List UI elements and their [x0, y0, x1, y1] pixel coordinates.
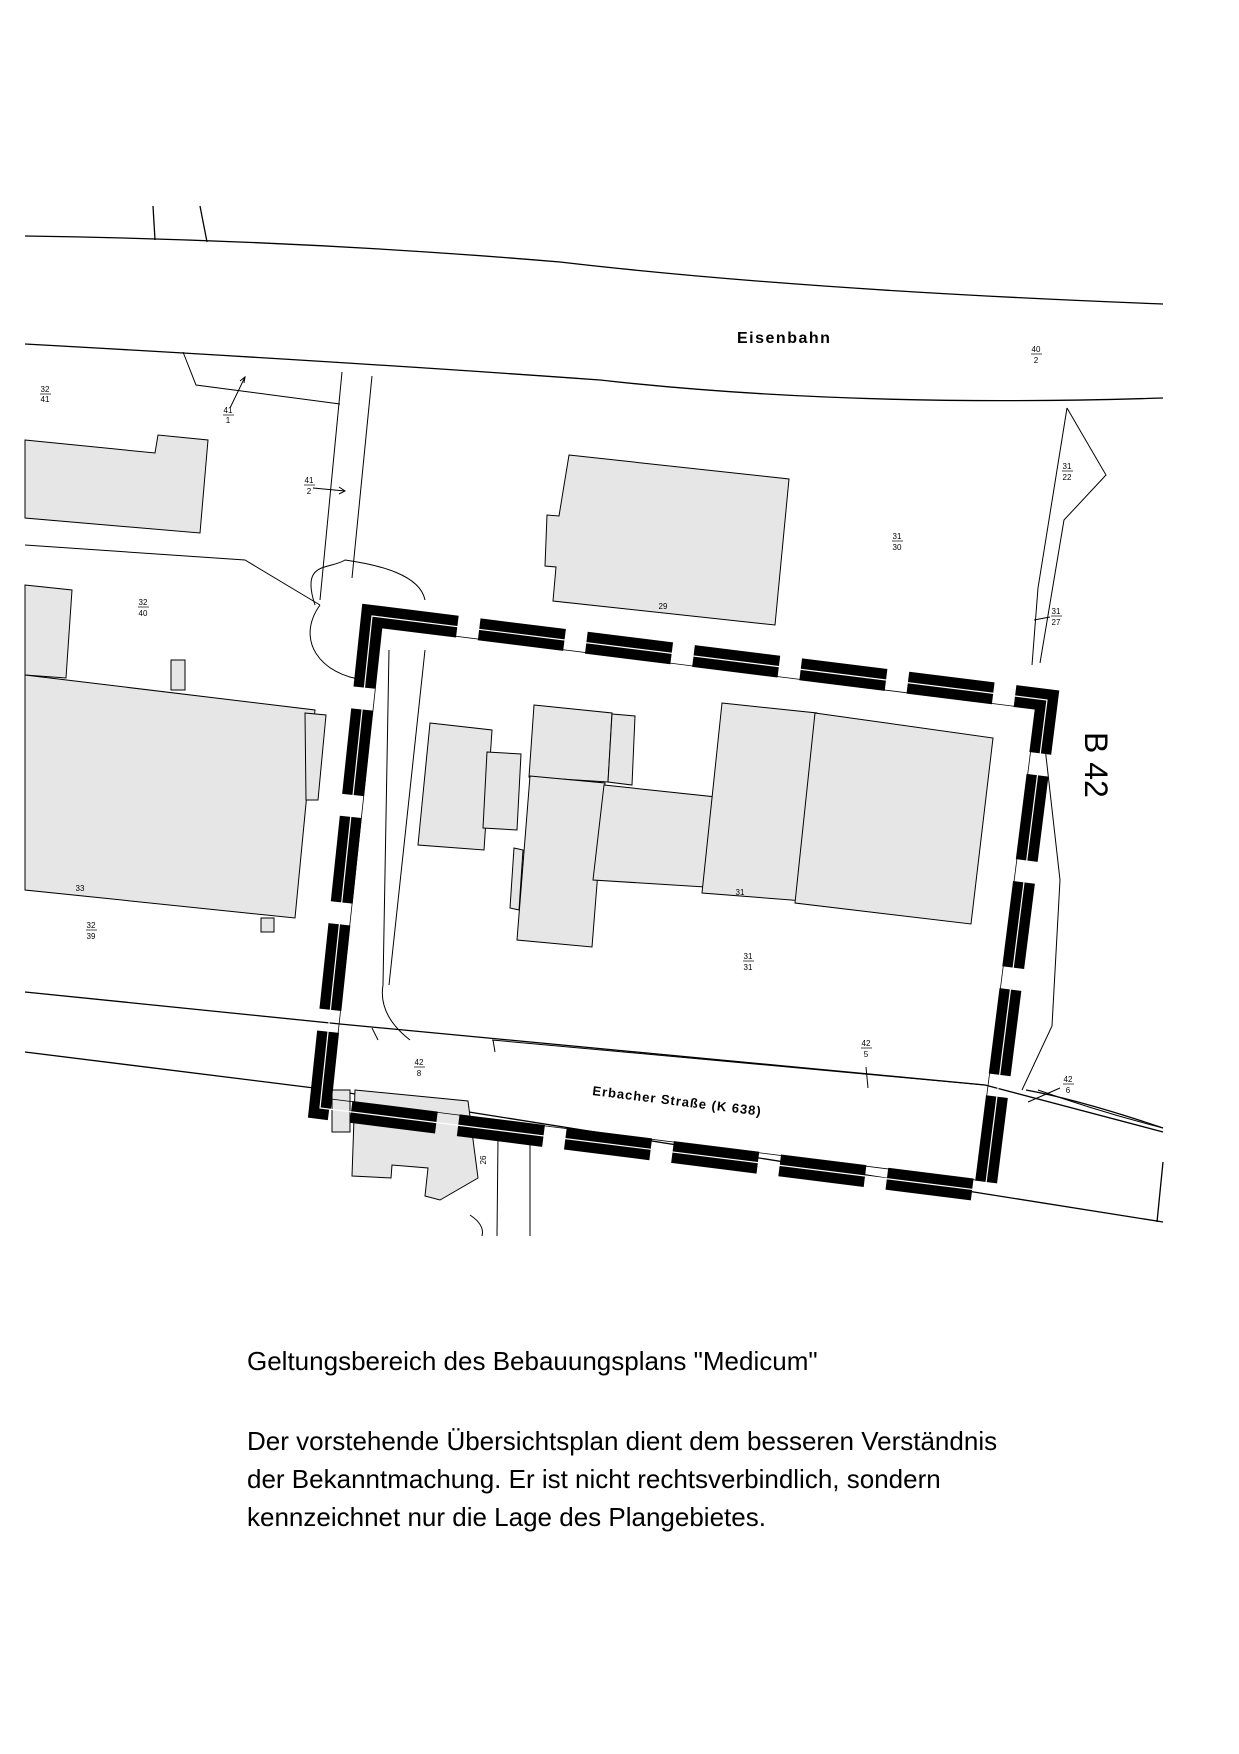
parcel-label — [223, 406, 234, 425]
svg-text:31: 31 — [892, 532, 902, 541]
house-number: 26 — [479, 1155, 488, 1165]
street-label: Erbacher Straße (K 638) — [591, 1083, 763, 1119]
svg-text:31: 31 — [743, 952, 753, 961]
svg-text:42: 42 — [1063, 1075, 1073, 1084]
svg-text:32: 32 — [138, 598, 148, 607]
parcel-label — [1063, 1075, 1074, 1095]
building-west-sliver — [305, 713, 326, 800]
parcel-label — [743, 952, 754, 972]
svg-text:41: 41 — [304, 476, 314, 485]
svg-text:39: 39 — [86, 932, 96, 941]
svg-text:31: 31 — [743, 963, 753, 972]
svg-text:32: 32 — [40, 385, 50, 394]
caption-line: kennzeichnet nur die Lage des Plangebietes. — [247, 1502, 766, 1532]
svg-text:32: 32 — [86, 921, 96, 930]
parcel-label — [40, 385, 51, 404]
svg-text:22: 22 — [1062, 473, 1072, 482]
svg-text:27: 27 — [1051, 618, 1061, 627]
building-west-small — [25, 585, 72, 678]
building-medicum-b — [483, 752, 521, 830]
building-medicum-f — [593, 785, 716, 887]
parcel-label — [86, 921, 97, 941]
svg-text:41: 41 — [223, 406, 233, 415]
building-north-29 — [545, 455, 789, 625]
svg-text:30: 30 — [892, 543, 902, 552]
building-northwest — [25, 435, 208, 533]
parcel-label — [892, 532, 903, 552]
building-medicum-a — [418, 723, 492, 850]
parcel-label — [414, 1058, 425, 1078]
building-west-annex — [171, 660, 185, 690]
parcel-label — [861, 1039, 872, 1059]
caption-body — [247, 1422, 1167, 1536]
buildings — [25, 435, 993, 1200]
house-number: 33 — [75, 884, 85, 893]
svg-text:42: 42 — [414, 1058, 424, 1067]
svg-text:31: 31 — [1062, 462, 1072, 471]
svg-text:42: 42 — [861, 1039, 871, 1048]
building-medicum-e — [517, 776, 605, 947]
building-medicum-h — [795, 713, 993, 924]
parcel-label — [138, 598, 149, 618]
svg-text:2: 2 — [1033, 356, 1039, 365]
svg-text:40: 40 — [138, 609, 148, 618]
parcel-label — [1031, 345, 1042, 365]
caption-line: der Bekanntmachung. Er ist nicht rechtsverbindlich, sondern — [247, 1464, 941, 1494]
parcel-label — [304, 476, 315, 496]
house-number: 29 — [658, 602, 668, 611]
svg-text:1: 1 — [225, 416, 231, 425]
railway-lines — [25, 206, 1163, 401]
building-medicum-d — [608, 714, 635, 785]
railway-label: Eisenbahn — [737, 330, 832, 347]
svg-text:2: 2 — [306, 487, 312, 496]
parcel-label — [1062, 462, 1073, 482]
svg-text:40: 40 — [1031, 345, 1041, 354]
caption-title: Geltungsbereich des Bebauungsplans "Medicum" — [247, 1346, 818, 1376]
svg-text:8: 8 — [416, 1069, 422, 1078]
building-medicum-c — [529, 705, 612, 782]
building-west-large — [25, 675, 315, 918]
building-west-shed — [261, 918, 274, 932]
svg-text:31: 31 — [1051, 607, 1061, 616]
svg-text:6: 6 — [1065, 1086, 1071, 1095]
svg-text:5: 5 — [863, 1050, 869, 1059]
svg-text:41: 41 — [40, 395, 50, 404]
parcel-label — [1051, 607, 1062, 627]
caption-line: Der vorstehende Übersichtsplan dient dem besseren Verständnis — [247, 1426, 998, 1456]
house-number: 31 — [735, 888, 745, 897]
federal-road-label: B 42 — [1078, 732, 1114, 798]
